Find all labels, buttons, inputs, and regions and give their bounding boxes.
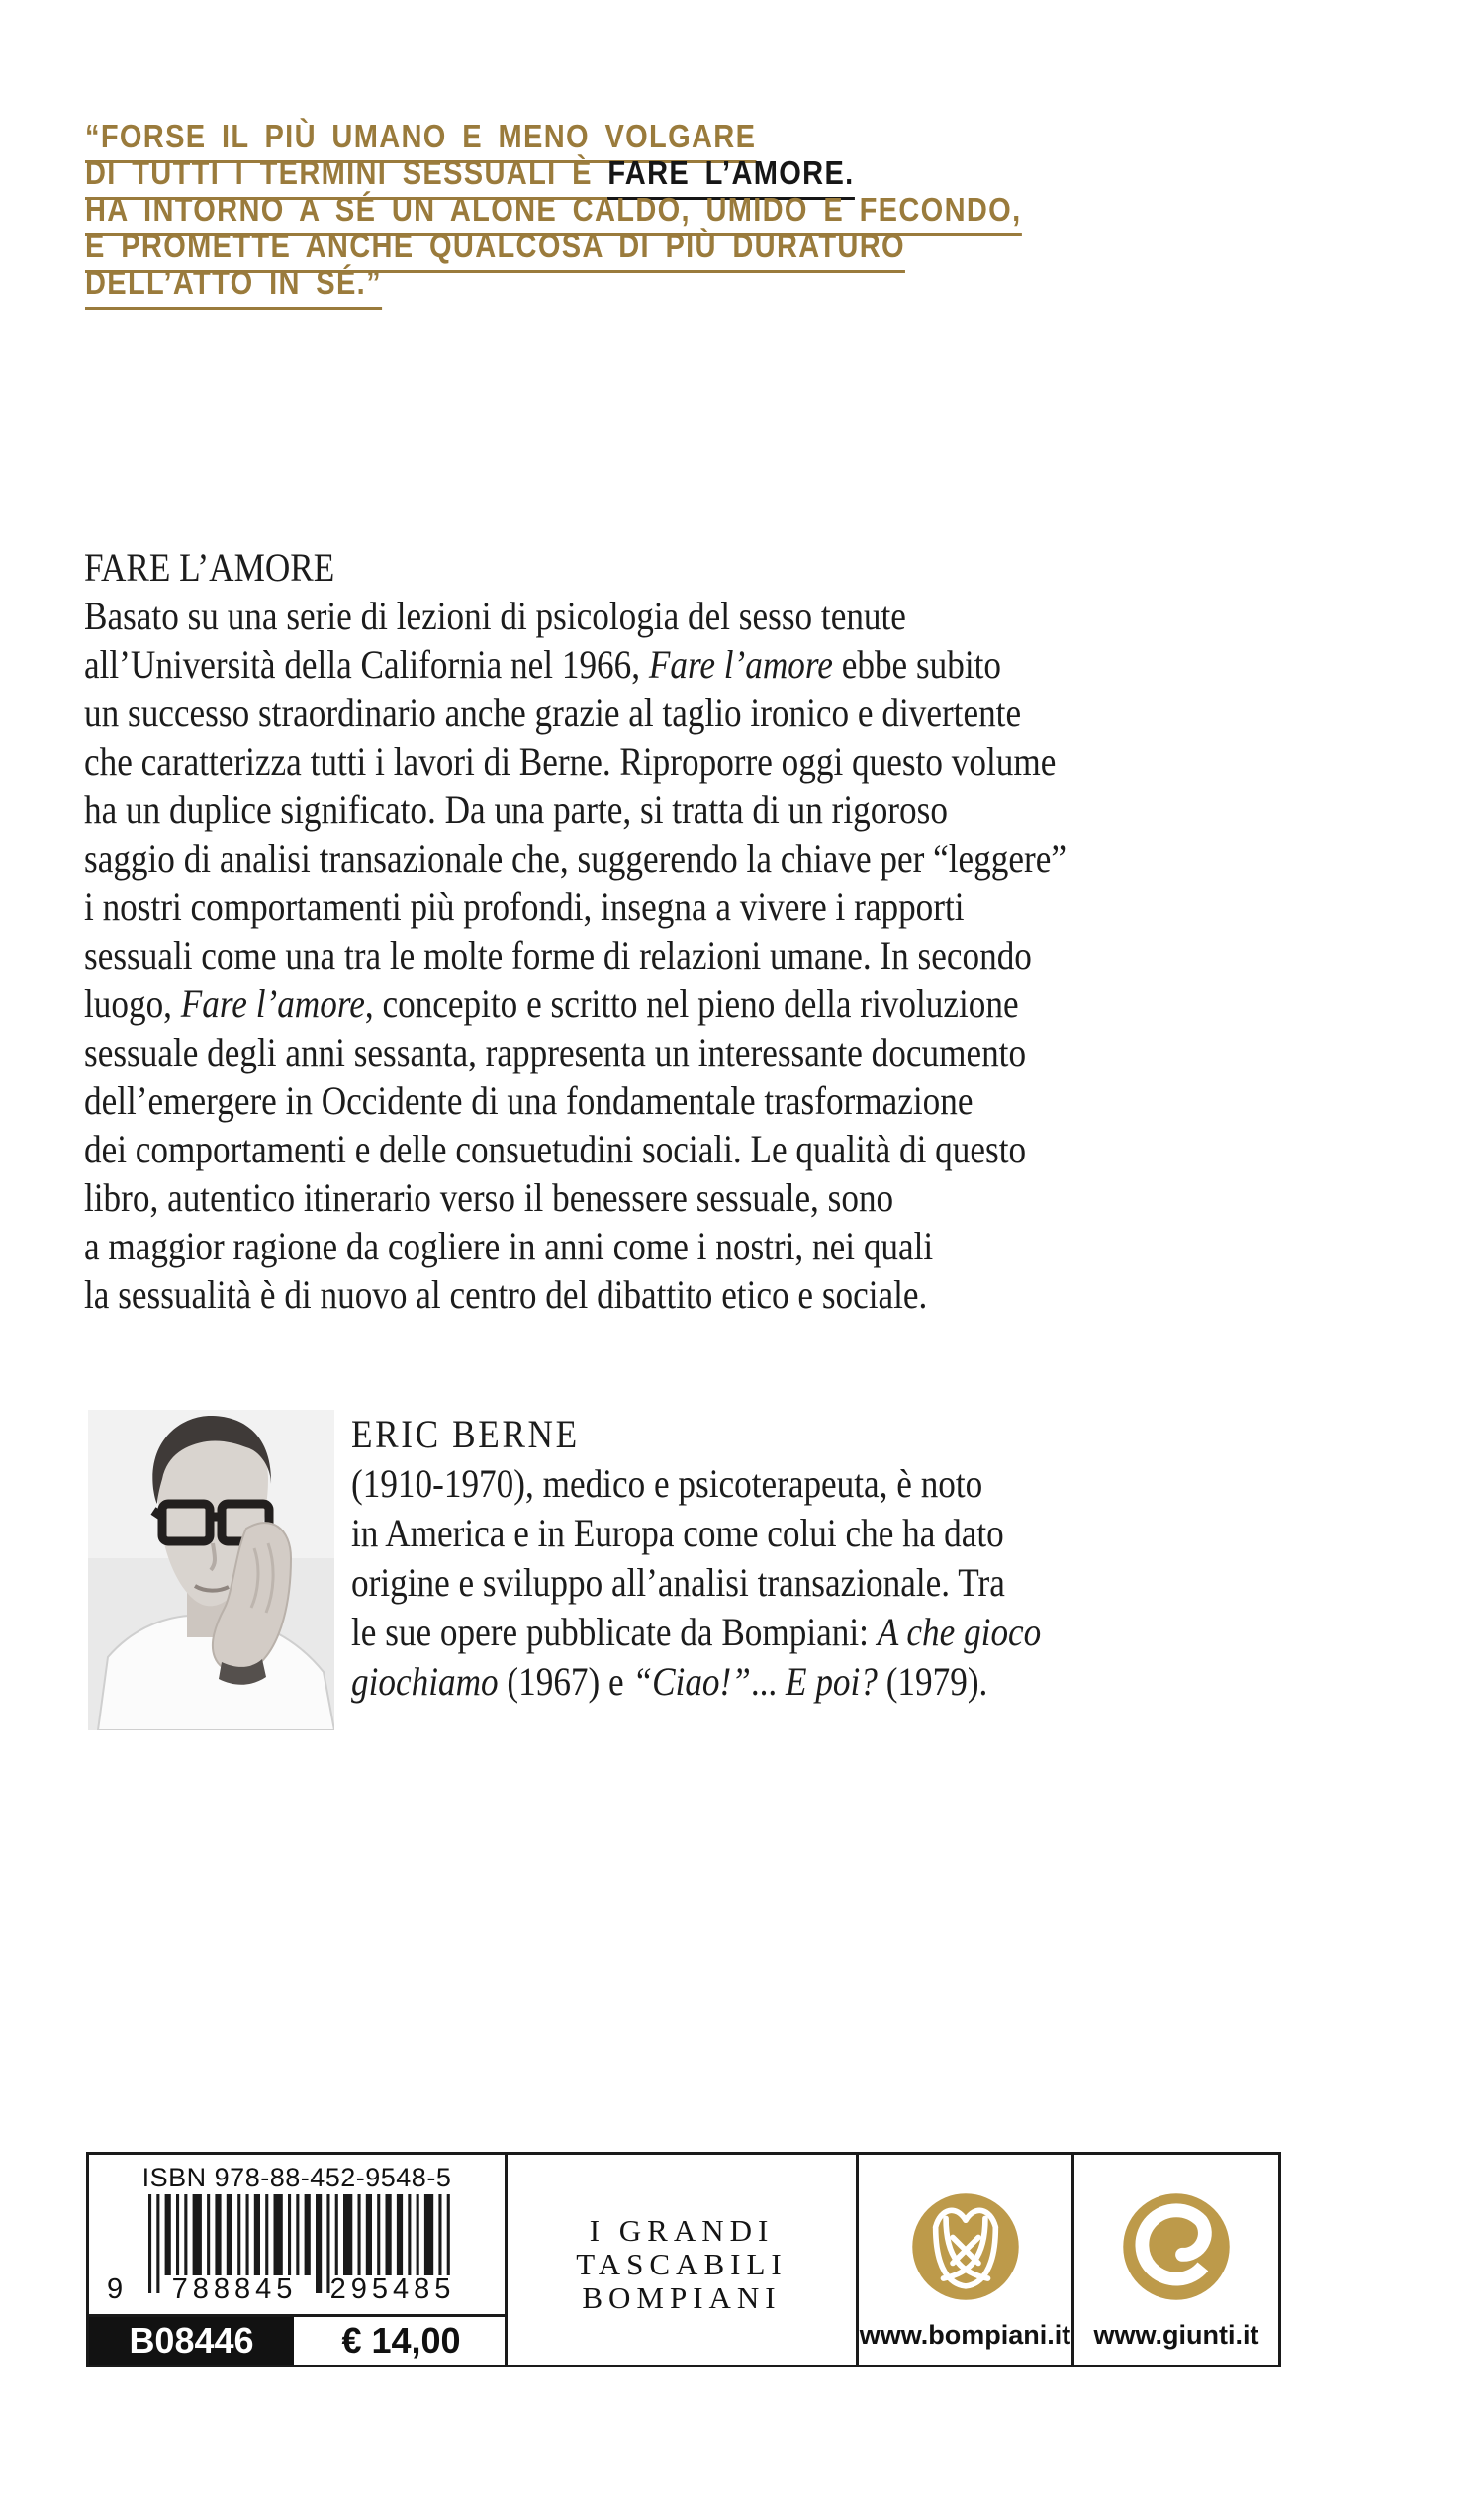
text-segment: dei comportamenti e delle consuetudini sociali. Le qualità di questo: [84, 1127, 1027, 1171]
synopsis-line: [84, 592, 906, 640]
series-title-line: I GRANDI: [589, 2213, 775, 2248]
text-segment: in America e in Europa come colui che ha dato: [351, 1511, 1004, 1555]
giunti-cell: [1071, 2155, 1278, 2365]
text-segment: Basato su una serie di lezioni di psicologia del sesso tenute: [84, 594, 906, 638]
isbn-label: ISBN 978-88-452-9548-5: [141, 2163, 452, 2192]
text-segment: (1910-1970), medico e psicoterapeuta, è noto: [351, 1461, 983, 1506]
isbn-cell: [89, 2155, 505, 2365]
text-segment: sessuali come una tra le molte forme di relazioni umane. In secondo: [84, 933, 1032, 977]
quote-line: [85, 228, 905, 264]
quote-line: [85, 154, 855, 191]
text-segment: Fare l’amore: [648, 642, 833, 687]
author-bio: [351, 1410, 1135, 1707]
text-segment: sessuale degli anni sessanta, rappresenta un interessante documento: [84, 1030, 1027, 1074]
price-label: € 14,00: [341, 2320, 461, 2361]
synopsis-line: [84, 1028, 1026, 1076]
quote-line: [85, 264, 382, 301]
text-segment: A che gioco: [877, 1610, 1042, 1654]
text-segment: all’Università della California nel 1966,: [84, 642, 649, 687]
synopsis-line: [84, 1222, 933, 1270]
synopsis-line: [84, 786, 948, 834]
synopsis-line: [84, 640, 1001, 689]
text-segment: origine e sviluppo all’analisi transazionale. Tra: [351, 1560, 1005, 1605]
synopsis-line: [84, 1173, 893, 1222]
author-bio-line: [351, 1459, 982, 1509]
text-segment: HA INTORNO A SÉ UN ALONE CALDO, UMIDO E FECONDO,: [85, 191, 1021, 236]
quote-block: [85, 118, 1150, 304]
text-segment: DI TUTTI I TERMINI SESSUALI È: [85, 154, 607, 200]
bompiani-tulip-icon: [901, 2182, 1030, 2311]
author-bio-line: [351, 1558, 1005, 1608]
text-segment: le sue opere pubblicate da Bompiani:: [351, 1610, 878, 1654]
bompiani-url: www.bompiani.it: [859, 2320, 1071, 2350]
synopsis-line: [84, 1125, 1026, 1173]
catalog-code-badge: B08446: [89, 2317, 294, 2365]
synopsis-line: [84, 931, 1032, 979]
series-title-line: BOMPIANI: [582, 2280, 782, 2315]
quote-line: [85, 191, 1022, 228]
text-segment: che caratterizza tutti i lavori di Berne. Riproporre oggi questo volume: [84, 739, 1057, 784]
text-segment: ha un duplice significato. Da una parte, si tratta di un rigoroso: [84, 788, 948, 832]
price-row: [89, 2314, 505, 2365]
synopsis-line: [84, 689, 1021, 737]
synopsis-line: [84, 1076, 973, 1125]
giunti-spiral-icon: [1112, 2182, 1241, 2311]
text-segment: “FORSE IL PIÙ UMANO E MENO VOLGARE: [85, 118, 756, 163]
bompiani-cell: [856, 2155, 1071, 2365]
text-segment: “Ciao!”: [632, 1659, 751, 1704]
series-title: [508, 2214, 856, 2315]
author-bio-text: [351, 1459, 1135, 1707]
synopsis-text: [84, 592, 1200, 1319]
text-segment: a maggior ragione da cogliere in anni come i nostri, nei quali: [84, 1224, 934, 1268]
text-segment: i nostri comportamenti più profondi, insegna a vivere i rapporti: [84, 884, 965, 929]
text-segment: ebbe subito: [832, 642, 1002, 687]
text-segment: libro, autentico itinerario verso il benessere sessuale, sono: [84, 1175, 894, 1220]
text-segment: DELL’ATTO IN SÉ.”: [85, 264, 382, 310]
synopsis-block: [84, 543, 1200, 1319]
text-segment: Fare l’amore: [180, 981, 365, 1026]
synopsis-line: [84, 979, 1019, 1028]
author-bio-line: [351, 1608, 1041, 1657]
synopsis-line: [84, 737, 1056, 786]
synopsis-line: [84, 1270, 927, 1319]
synopsis-line: [84, 834, 1067, 882]
synopsis-line: [84, 882, 965, 931]
author-portrait-illustration: [88, 1410, 334, 1730]
author-name: ERIC BERNE: [351, 1412, 580, 1456]
footer-box: [86, 2152, 1281, 2367]
text-segment: E PROMETTE ANCHE QUALCOSA DI PIÙ DURATURO: [85, 228, 905, 273]
text-segment: giochiamo: [351, 1659, 499, 1704]
author-bio-line: [351, 1509, 1004, 1558]
text-segment: dell’emergere in Occidente di una fondamentale trasformazione: [84, 1078, 974, 1123]
text-segment: (1979).: [877, 1659, 988, 1704]
text-segment: FARE L’AMORE.: [607, 154, 854, 200]
text-segment: saggio di analisi transazionale che, suggerendo la chiave per “leggere”: [84, 836, 1067, 881]
text-segment: , concepito e scritto nel pieno della rivoluzione: [364, 981, 1019, 1026]
bompiani-logo-icon: [859, 2182, 1071, 2316]
giunti-url: www.giunti.it: [1093, 2320, 1259, 2350]
author-bio-line: [351, 1657, 987, 1707]
book-title: FARE L’AMORE: [84, 545, 335, 590]
giunti-logo-icon: [1074, 2182, 1278, 2316]
barcode-digit-lead: 9: [107, 2273, 124, 2305]
text-segment: luogo,: [84, 981, 181, 1026]
barcode-digit-group2: 295485: [329, 2273, 456, 2305]
series-cell: [505, 2155, 856, 2365]
author-photo: [88, 1410, 334, 1730]
barcode-digit-group1: 788845: [171, 2273, 298, 2305]
text-segment: E poi?: [786, 1659, 878, 1704]
text-segment: (1967) e: [498, 1659, 633, 1704]
text-segment: la sessualità è di nuovo al centro del dibattito etico e sociale.: [84, 1272, 928, 1317]
series-title-line: TASCABILI: [576, 2247, 788, 2281]
quote-line: [85, 118, 757, 154]
barcode-digits: [89, 2273, 505, 2307]
text-segment: ...: [750, 1659, 787, 1704]
text-segment: un successo straordinario anche grazie al taglio ironico e divertente: [84, 691, 1022, 735]
